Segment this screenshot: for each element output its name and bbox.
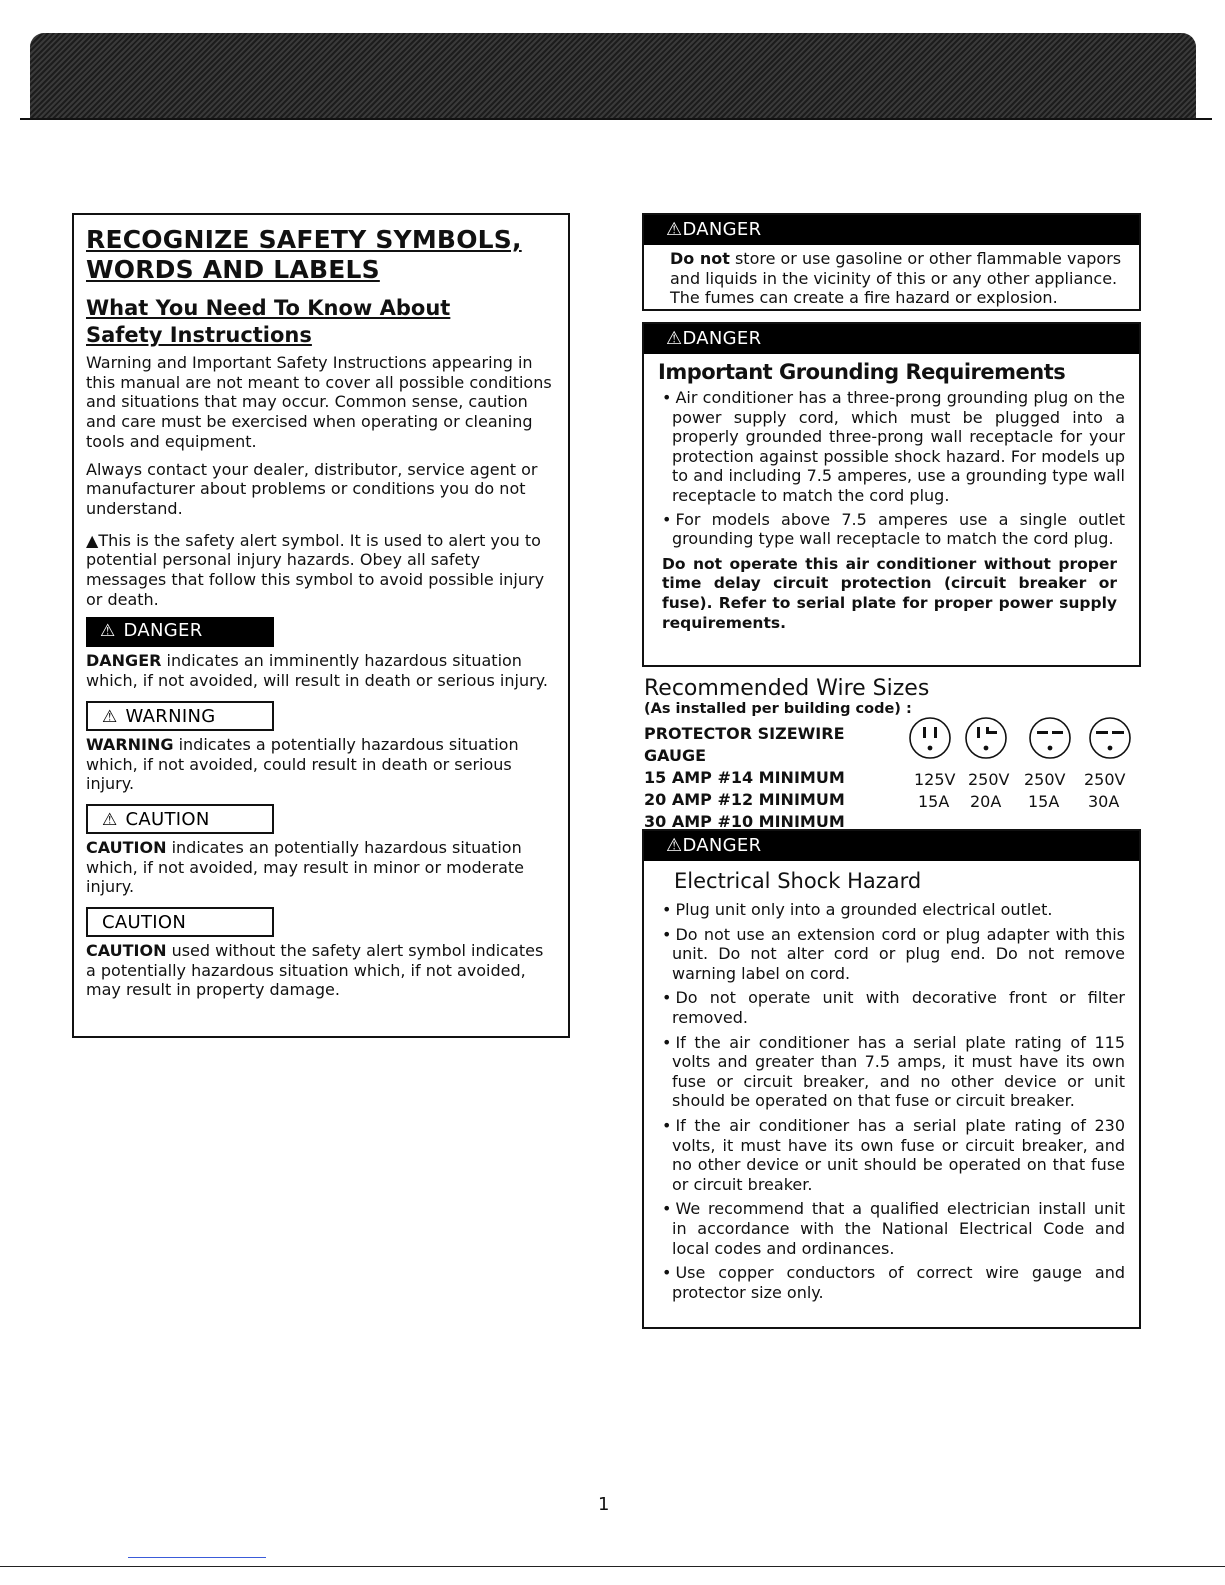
wire-row: 15 AMP #14 MINIMUM xyxy=(644,768,845,787)
alert-triangle-icon: ⚠ xyxy=(102,809,118,830)
electrical-shock-title: Electrical Shock Hazard xyxy=(674,869,922,893)
list-item: • Plug unit only into a grounded electrical outlet. xyxy=(662,900,1125,920)
receptacle-250v-15a-icon xyxy=(1028,716,1072,760)
amperage-row xyxy=(910,791,1140,813)
amperage-label: 20A xyxy=(970,792,1002,811)
list-item: • If the air conditioner has a serial plate rating of 115 volts and greater than 7.5 amps, it must have its own fuse or circuit breaker, and no other device or unit should be operated on that fuse or circuit breaker. xyxy=(662,1033,1125,1111)
flammable-warning-body: store or use gasoline or other flammable vapors and liquids in the vicinity of this or any other appliance. The fumes can create a fire hazard or explosion. xyxy=(670,249,1122,307)
section-title-line1: RECOGNIZE SAFETY SYMBOLS, xyxy=(86,225,522,254)
danger-header xyxy=(644,215,1139,245)
danger-word: DANGER xyxy=(86,651,162,671)
voltage-label: 250V xyxy=(1084,770,1126,789)
flammable-warning-text xyxy=(644,245,1139,314)
alert-triangle-icon: ⚠ xyxy=(666,219,683,240)
section-title-line2: WORDS AND LABELS xyxy=(86,255,380,284)
caution-no-symbol-label-text: CAUTION xyxy=(102,912,187,934)
voltage-label: 250V xyxy=(1024,770,1066,789)
list-item: • Use copper conductors of correct wire gauge and protector size only. xyxy=(662,1263,1125,1302)
alert-triangle-icon: ⚠ xyxy=(666,835,683,856)
alert-paragraph xyxy=(86,531,556,610)
caution-description xyxy=(86,838,556,897)
alert-triangle-icon: ▲ xyxy=(86,530,99,550)
warning-label xyxy=(86,701,274,731)
list-item: • If the air conditioner has a serial plate rating of 230 volts, it must have its own fuse or circuit breaker, and no other device or unit should be operated on that fuse or circuit breaker. xyxy=(662,1116,1125,1194)
receptacle-250v-30a-icon xyxy=(1088,716,1132,760)
grounding-bullets xyxy=(644,388,1139,549)
list-item: • Air conditioner has a three-prong grounding plug on the power supply cord, which must be plugged into a properly grounded three-prong wall receptacle for your protection against possible shock hazard. For models up to and including 7.5 amperes, use a grounding type wall receptacle to match the cord plug. xyxy=(662,388,1125,506)
list-item: • For models above 7.5 amperes use a single outlet grounding type wall receptacle to match the cord plug. xyxy=(662,510,1125,549)
alert-triangle-icon: ⚠ xyxy=(666,328,683,349)
warning-description xyxy=(86,735,556,794)
caution-no-symbol-word: CAUTION xyxy=(86,941,167,961)
wire-sizes-header: PROTECTOR SIZEWIRE GAUGE xyxy=(644,724,845,765)
receptacle-ratings xyxy=(910,769,1140,813)
safety-symbols-box xyxy=(72,213,570,1038)
do-not-bold: Do not xyxy=(670,249,730,268)
caution-no-symbol-label xyxy=(86,907,274,937)
footer-rule xyxy=(0,1566,1225,1567)
danger-label-text: DANGER xyxy=(123,620,203,642)
danger-header-text: DANGER xyxy=(682,219,762,240)
grounding-title: Important Grounding Requirements xyxy=(658,360,1066,384)
wire-row: 30 AMP #10 MINIMUM xyxy=(644,812,845,831)
contact-paragraph: Always contact your dealer, distributor, service agent or manufacturer about problems or conditions you do not understand. xyxy=(86,459,538,518)
receptacle-250v-20a-icon xyxy=(964,716,1008,760)
danger-description xyxy=(86,651,556,690)
section-subtitle-line2: Safety Instructions xyxy=(86,323,312,347)
electrical-shock-danger-box xyxy=(642,829,1141,1329)
section-subtitle-line1: What You Need To Know About xyxy=(86,296,451,320)
grounding-warning: Do not operate this air conditioner without proper time delay circuit protection (circuit breaker or fuse). Refer to serial plate for proper power supply requirements. xyxy=(662,554,1117,632)
wire-row: 20 AMP #12 MINIMUM xyxy=(644,790,845,809)
header-rule xyxy=(20,118,1212,120)
voltage-label: 125V xyxy=(914,770,956,789)
danger-label xyxy=(86,617,274,647)
intro-paragraph: Warning and Important Safety Instructions appearing in this manual are not meant to cover all possible conditions and situations that may occur. Common sense, caution and care must be exercised when operating or cleaning tools and equipment. xyxy=(86,353,552,451)
wire-sizes-title: Recommended Wire Sizes xyxy=(644,676,930,701)
caution-no-symbol-description xyxy=(86,941,556,1000)
caution-no-symbol-description-text: used without the safety alert symbol indicates a potentially hazardous situation which, if not avoided, may result in property damage. xyxy=(86,941,544,1000)
electrical-shock-bullets xyxy=(644,900,1139,1302)
voltage-row xyxy=(910,769,1140,791)
caution-word: CAUTION xyxy=(86,837,167,857)
caution-label xyxy=(86,804,274,834)
alert-triangle-icon: ⚠ xyxy=(102,706,118,727)
warning-word: WARNING xyxy=(86,734,174,754)
amperage-label: 30A xyxy=(1088,792,1120,811)
amperage-label: 15A xyxy=(1028,792,1060,811)
grounding-danger-box xyxy=(642,322,1141,667)
danger-header-text: DANGER xyxy=(682,835,762,856)
flammable-danger-box xyxy=(642,213,1141,311)
list-item: • Do not use an extension cord or plug adapter with this unit. Do not alter cord or plug end. Do not remove warning label on cord. xyxy=(662,925,1125,984)
wire-sizes-subtitle: (As installed per building code) : xyxy=(644,701,912,717)
warning-label-text: WARNING xyxy=(125,705,216,727)
wire-sizes-table xyxy=(644,723,904,833)
caution-label-text: CAUTION xyxy=(125,808,210,830)
list-item: • We recommend that a qualified electrician install unit in accordance with the National Electrical Code and local codes and ordinances. xyxy=(662,1199,1125,1258)
caution-description-text: indicates an potentially hazardous situation which, if not avoided, may result in minor or moderate injury. xyxy=(86,837,524,897)
page-number: 1 xyxy=(598,1494,610,1515)
receptacle-diagrams xyxy=(906,716,1134,764)
danger-header xyxy=(644,831,1139,861)
footer-link-underline xyxy=(128,1557,266,1558)
danger-header xyxy=(644,324,1139,354)
alert-triangle-icon: ⚠ xyxy=(100,621,116,642)
amperage-label: 15A xyxy=(918,792,950,811)
receptacle-125v-15a-icon xyxy=(908,716,952,760)
alert-paragraph-text: This is the safety alert symbol. It is used to alert you to potential personal injury hazards. Obey all safety messages that follow this symbol to avoid possible injury or death. xyxy=(86,530,545,609)
danger-header-text: DANGER xyxy=(682,328,762,349)
voltage-label: 250V xyxy=(968,770,1010,789)
list-item: • Do not operate unit with decorative front or filter removed. xyxy=(662,988,1125,1027)
header-band xyxy=(30,33,1196,118)
warning-description-text: indicates a potentially hazardous situation which, if not avoided, could result in death or serious injury. xyxy=(86,734,519,794)
danger-description-text: indicates an imminently hazardous situation which, if not avoided, will result in death or serious injury. xyxy=(86,651,548,691)
